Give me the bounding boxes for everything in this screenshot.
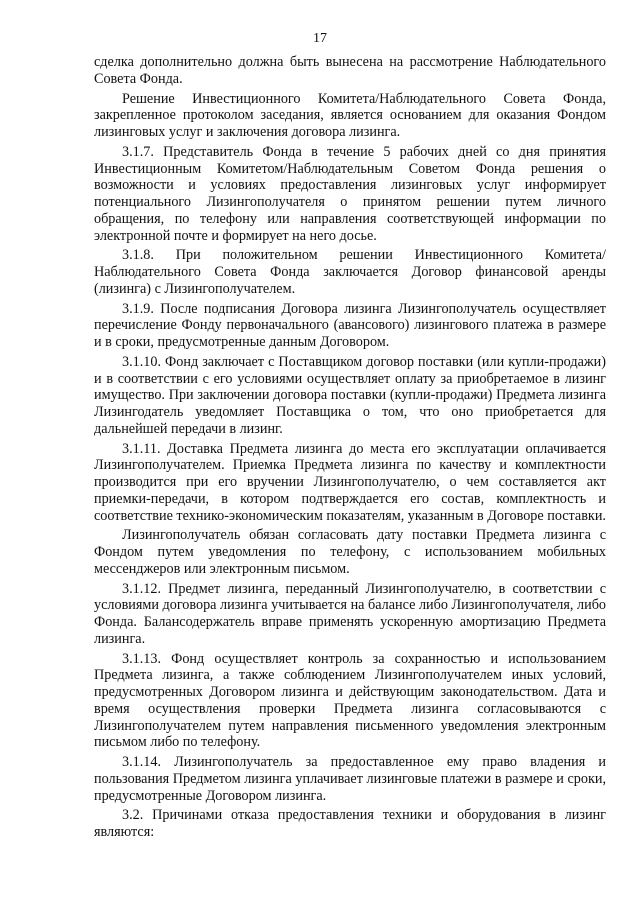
paragraph: 3.1.13. Фонд осуществляет контроль за сохранностью и использованием Предмета лизинга, а также соблюдением Лизингополучателем иных условий, предусмотренных Договором лизинга и действующим законодательством. Дата и время осуществления проверки Предмета лизинга согласовываются с Лизингополучателем путем направления письменного уведомления электронным письмом либо по телефону. bbox=[94, 650, 606, 751]
paragraph: 3.1.14. Лизингополучатель за предоставленное ему право владения и пользования Предметом лизинга уплачивает лизинговые платежи в размере и сроки, предусмотренные Договором лизинга. bbox=[94, 754, 606, 804]
body-text bbox=[94, 54, 606, 844]
paragraph: 3.1.11. Доставка Предмета лизинга до места его эксплуатации оплачивается Лизингополучателем. Приемка Предмета лизинга по качеству и комплектности производится при его вручении Лизингополучателю, о чем составляется акт приемки-передачи, в котором подтверждается его состав, комплектность и соответствие технико-экономическим показателям, указанным в Договоре поставки. bbox=[94, 440, 606, 524]
paragraph: 3.1.7. Представитель Фонда в течение 5 рабочих дней со дня принятия Инвестиционным Комитетом/Наблюдательным Советом Фонда решения о возможности и условиях предоставления лизинговых услуг информирует потенциального Лизингополучателя о принятом решении путем личного обращения, по телефону или направления соответствующей информации по электронной почте и формирует на него досье. bbox=[94, 143, 606, 244]
paragraph: 3.1.12. Предмет лизинга, переданный Лизингополучателю, в соответствии с условиями договора лизинга учитывается на балансе либо Лизингополучателя, либо Фонда. Балансодержатель вправе применять ускоренную амортизацию Предмета лизинга. bbox=[94, 580, 606, 647]
paragraph: Лизингополучатель обязан согласовать дату поставки Предмета лизинга с Фондом путем уведомления по телефону, с использованием мобильных мессенджеров или электронным письмом. bbox=[94, 527, 606, 577]
paragraph: сделка дополнительно должна быть вынесена на рассмотрение Наблюдательного Совета Фонда. bbox=[94, 54, 606, 87]
page-number: 17 bbox=[313, 31, 327, 46]
paragraph: 3.2. Причинами отказа предоставления техники и оборудования в лизинг являются: bbox=[94, 807, 606, 840]
paragraph: Решение Инвестиционного Комитета/Наблюдательного Совета Фонда, закрепленное протоколом заседания, является основанием для оказания Фондом лизинговых услуг и заключения договора лизинга. bbox=[94, 90, 606, 140]
paragraph: 3.1.10. Фонд заключает с Поставщиком договор поставки (или купли-продажи) и в соответствии с его условиями осуществляет оплату за приобретаемое в лизинг имущество. При заключении договора поставки (купли-продажи) Предмета лизинга Лизингодатель уведомляет Поставщика о том, что оно приобретается для дальнейшей передачи в лизинг. bbox=[94, 353, 606, 437]
paragraph: 3.1.9. После подписания Договора лизинга Лизингополучатель осуществляет перечисление Фонду первоначального (авансового) лизингового платежа в размере и в сроки, предусмотренные данным Договором. bbox=[94, 300, 606, 350]
paragraph: 3.1.8. При положительном решении Инвестиционного Комитета/Наблюдательного Совета Фонда заключается Договор финансовой аренды (лизинга) с Лизингополучателем. bbox=[94, 247, 606, 297]
